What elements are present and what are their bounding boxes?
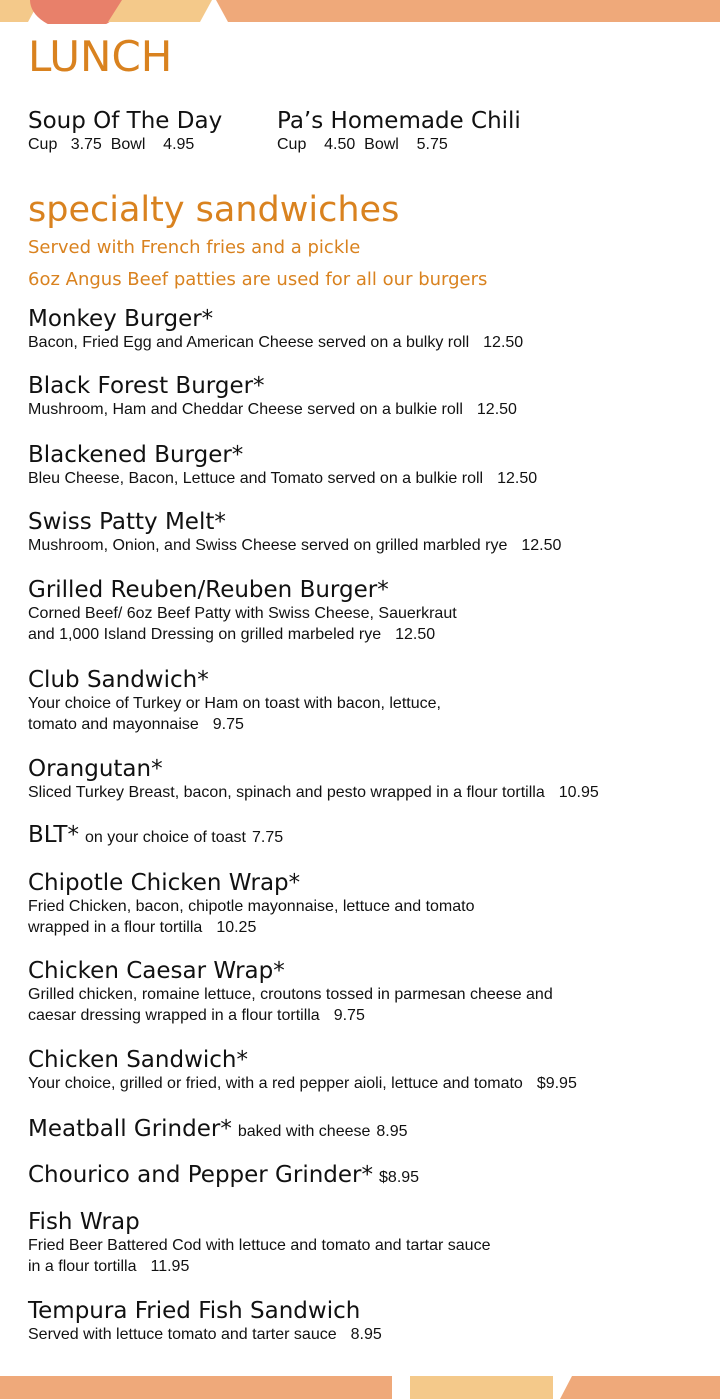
menu-item-price: 12.50: [521, 537, 562, 554]
soup-item: [277, 108, 521, 155]
item-name-text: Fish Wrap: [28, 1209, 140, 1235]
menu-item-description: [28, 984, 553, 1005]
menu-item-price: $8.95: [379, 1169, 420, 1186]
menu-item: [28, 1116, 408, 1142]
menu-item-description: [28, 782, 599, 803]
menu-item-price: 11.95: [150, 1258, 190, 1275]
band-segment: [216, 0, 720, 22]
band-segment: [560, 1376, 720, 1399]
menu-item: [28, 509, 561, 556]
menu-item-description: [28, 399, 517, 420]
description-text: Grilled chicken, romaine lettuce, croutons tossed in parmesan cheese and: [28, 986, 553, 1003]
band-segment: [410, 1376, 553, 1399]
menu-item-name: [28, 667, 441, 693]
menu-item-description: [28, 624, 457, 645]
menu-item-price: 9.75: [333, 1007, 365, 1024]
menu-item-name: [28, 822, 283, 848]
menu-item-name: [28, 958, 553, 984]
menu-item-description: [28, 1073, 577, 1094]
section-note: Served with French fries and a pickle: [28, 237, 361, 258]
menu-item-name: [28, 756, 599, 782]
menu-item-price: 12.50: [483, 334, 524, 351]
description-text: Fried Beer Battered Cod with lettuce and tomato and tartar sauce: [28, 1237, 491, 1254]
menu-item-name: [28, 577, 457, 603]
item-name-text: Orangutan*: [28, 756, 163, 782]
menu-item-name: [28, 442, 537, 468]
menu-item-name: [28, 870, 474, 896]
menu-item-description: [28, 1256, 490, 1277]
menu-item-inline-description: on your choice of toast: [84, 829, 246, 846]
menu-item-price: 9.75: [212, 716, 244, 733]
section-heading: specialty sandwiches: [28, 190, 400, 230]
description-text: and 1,000 Island Dressing on grilled marbeled rye: [28, 626, 382, 643]
menu-item-name: [28, 1162, 419, 1188]
item-name-text: Blackened Burger*: [28, 442, 244, 468]
menu-item-name: [28, 1116, 408, 1142]
menu-item-description: [28, 535, 561, 556]
description-text: Served with lettuce tomato and tarter sauce: [28, 1326, 337, 1343]
menu-item: [28, 1298, 382, 1345]
soup-sizes: Cup 3.75 Bowl 4.95: [28, 136, 195, 153]
item-name-text: Black Forest Burger*: [28, 373, 265, 399]
description-text: Bacon, Fried Egg and American Cheese served on a bulky roll: [28, 334, 470, 351]
menu-item: [28, 1209, 490, 1277]
menu-item: [28, 1162, 419, 1188]
menu-item: [28, 373, 517, 420]
item-name-text: Club Sandwich*: [28, 667, 209, 693]
item-name-text: Grilled Reuben/Reuben Burger*: [28, 577, 389, 603]
menu-item-description: [28, 714, 441, 735]
description-text: in a flour tortilla: [28, 1258, 137, 1275]
item-name-text: Tempura Fried Fish Sandwich: [28, 1298, 361, 1324]
description-text: Your choice, grilled or fried, with a red pepper aioli, lettuce and tomato: [28, 1075, 523, 1092]
menu-item: [28, 870, 474, 938]
menu-item: [28, 306, 523, 353]
item-name-text: Chourico and Pepper Grinder*: [28, 1162, 374, 1188]
menu-item: [28, 1047, 577, 1094]
soup-name: Soup Of The Day: [28, 108, 223, 134]
menu-item-name: [28, 1298, 382, 1324]
menu-item-price: 12.50: [395, 626, 436, 643]
menu-item: [28, 822, 283, 848]
menu-item-description: [28, 917, 474, 938]
soup-name: Pa’s Homemade Chili: [277, 108, 521, 134]
menu-item-price: 10.25: [216, 919, 257, 936]
menu-item-price: 10.95: [558, 784, 599, 801]
menu-item-description: [28, 1005, 553, 1026]
item-name-text: Meatball Grinder*: [28, 1116, 232, 1142]
menu-item-description: [28, 468, 537, 489]
band-segment: [0, 1376, 392, 1399]
menu-item-name: [28, 1209, 490, 1235]
menu-item: [28, 667, 441, 735]
description-text: Bleu Cheese, Bacon, Lettuce and Tomato served on a bulkie roll: [28, 470, 484, 487]
description-text: Mushroom, Ham and Cheddar Cheese served on a bulkie roll: [28, 401, 463, 418]
description-text: Corned Beef/ 6oz Beef Patty with Swiss Cheese, Sauerkraut: [28, 605, 457, 622]
top-decorative-band: [0, 0, 720, 24]
menu-item: [28, 442, 537, 489]
bottom-decorative-band: [0, 1376, 720, 1399]
menu-item-inline-description: baked with cheese: [237, 1123, 371, 1140]
menu-item-name: [28, 306, 523, 332]
menu-item: [28, 577, 457, 645]
menu-item-description: [28, 332, 523, 353]
item-name-text: Monkey Burger*: [28, 306, 214, 332]
menu-item-price: 7.75: [251, 829, 284, 846]
soup-item: [28, 108, 222, 155]
item-name-text: Swiss Patty Melt*: [28, 509, 226, 535]
soup-sizes: Cup 4.50 Bowl 5.75: [277, 136, 448, 153]
menu-item-price: $9.95: [536, 1075, 577, 1092]
menu-item-description: [28, 603, 457, 624]
description-text: caesar dressing wrapped in a flour tortilla: [28, 1007, 320, 1024]
description-text: wrapped in a flour tortilla: [28, 919, 203, 936]
description-text: Mushroom, Onion, and Swiss Cheese served on grilled marbled rye: [28, 537, 508, 554]
description-text: Fried Chicken, bacon, chipotle mayonnaise, lettuce and tomato: [28, 898, 475, 915]
description-text: Sliced Turkey Breast, bacon, spinach and pesto wrapped in a flour tortilla: [28, 784, 545, 801]
menu-item: [28, 958, 553, 1026]
menu-item-name: [28, 373, 517, 399]
description-text: tomato and mayonnaise: [28, 716, 199, 733]
item-name-text: Chicken Caesar Wrap*: [28, 958, 285, 984]
menu-item: [28, 756, 599, 803]
section-note: 6oz Angus Beef patties are used for all our burgers: [28, 269, 488, 290]
menu-item-price: 8.95: [350, 1326, 382, 1343]
menu-item-name: [28, 509, 561, 535]
menu-item-description: [28, 693, 441, 714]
menu-item-description: [28, 896, 474, 917]
band-segment: [108, 0, 212, 22]
description-text: Your choice of Turkey or Ham on toast with bacon, lettuce,: [28, 695, 441, 712]
menu-item-description: [28, 1235, 490, 1256]
item-name-text: BLT*: [28, 822, 79, 848]
menu-item-price: 12.50: [497, 470, 538, 487]
menu-item-price: 8.95: [376, 1123, 408, 1140]
item-name-text: Chicken Sandwich*: [28, 1047, 249, 1073]
menu-item-name: [28, 1047, 577, 1073]
page-title: LUNCH: [28, 32, 173, 81]
menu-item-price: 12.50: [476, 401, 517, 418]
menu-item-description: [28, 1324, 382, 1345]
item-name-text: Chipotle Chicken Wrap*: [28, 870, 301, 896]
